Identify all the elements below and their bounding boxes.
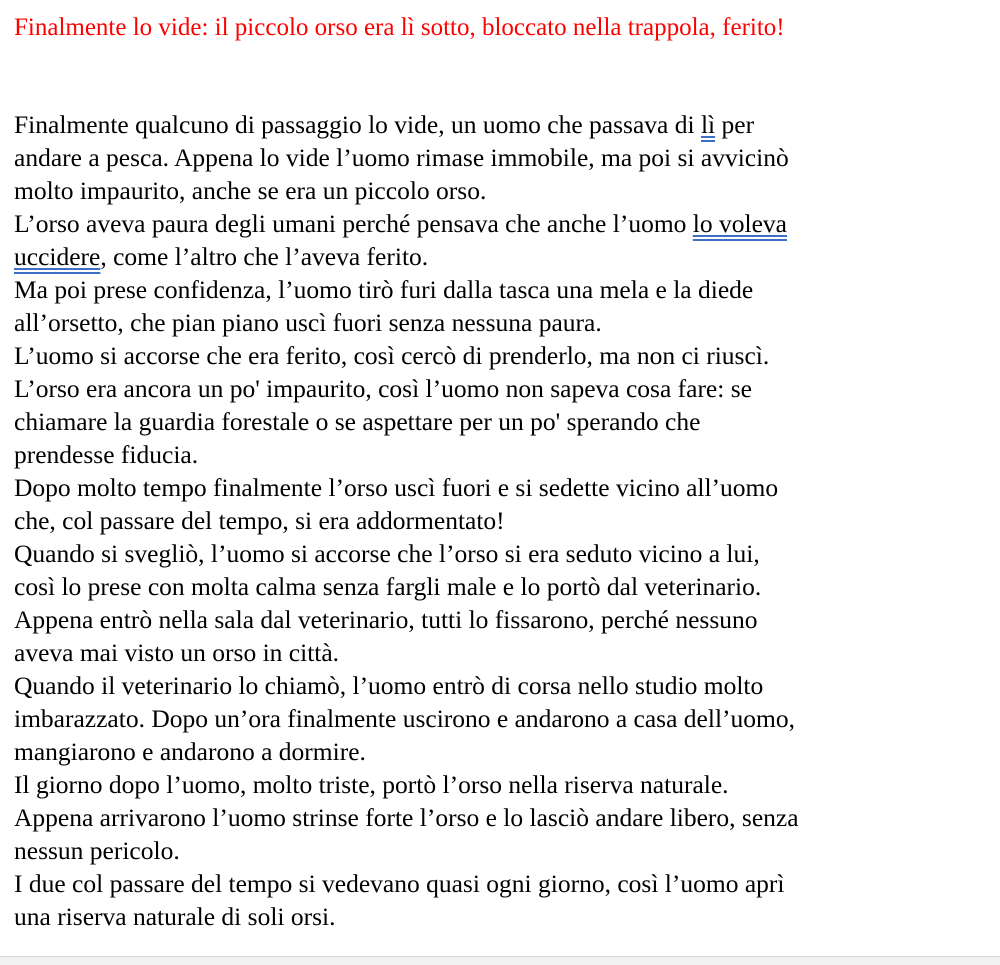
document-heading: Finalmente lo vide: il piccolo orso era lì sotto, bloccato nella trappola, ferito! — [14, 14, 785, 41]
text-line: così lo prese con molta calma senza fargli male e lo portò dal veterinario. — [14, 572, 762, 601]
text-line: L’orso era ancora un po' impaurito, così l’uomo non sapeva cosa fare: se — [14, 374, 752, 403]
text-line: chiamare la guardia forestale o se aspettare per un po' sperando che — [14, 407, 701, 436]
grammar-flag[interactable]: lo voleva — [692, 209, 787, 238]
text-line: imbarazzato. Dopo un’ora finalmente uscirono e andarono a casa dell’uomo, — [14, 704, 795, 733]
text-line: Quando il veterinario lo chiamò, l’uomo entrò di corsa nello studio molto — [14, 671, 764, 700]
text-line: che, col passare del tempo, si era addormentato! — [14, 506, 505, 535]
text-line: I due col passare del tempo si vedevano quasi ogni giorno, così l’uomo aprì — [14, 869, 785, 898]
text-line: prendesse fiducia. — [14, 440, 199, 469]
text-line: all’orsetto, che pian piano uscì fuori senza nessuna paura. — [14, 308, 602, 337]
text-line: L’orso aveva paura degli umani perché pensava che anche l’uomo lo voleva — [14, 209, 787, 238]
text-line: L’uomo si accorse che era ferito, così cercò di prenderlo, ma non ci riuscì. — [14, 341, 770, 370]
grammar-flag[interactable]: uccidere — [14, 242, 101, 271]
text-line: Appena entrò nella sala dal veterinario, tutti lo fissarono, perché nessuno — [14, 605, 758, 634]
text-line: aveva mai visto un orso in città. — [14, 638, 340, 667]
text-line: Finalmente qualcuno di passaggio lo vide, un uomo che passava di lì per — [14, 110, 755, 139]
text-line: molto impaurito, anche se era un piccolo orso. — [14, 176, 487, 205]
text-line: mangiarono e andarono a dormire. — [14, 737, 366, 766]
document-body — [14, 108, 1000, 933]
text-line: Ma poi prese confidenza, l’uomo tirò furi dalla tasca una mela e la diede — [14, 275, 754, 304]
grammar-flag[interactable]: lì — [700, 110, 716, 139]
text-line: Appena arrivarono l’uomo strinse forte l’orso e lo lasciò andare libero, senza — [14, 803, 799, 832]
text-line: Dopo molto tempo finalmente l’orso uscì fuori e si sedette vicino all’uomo — [14, 473, 779, 502]
text-line: andare a pesca. Appena lo vide l’uomo rimase immobile, ma poi si avvicinò — [14, 143, 789, 172]
text-line: Il giorno dopo l’uomo, molto triste, portò l’orso nella riserva naturale. — [14, 770, 729, 799]
text-line: Quando si svegliò, l’uomo si accorse che l’orso si era seduto vicino a lui, — [14, 539, 760, 568]
text-line: nessun pericolo. — [14, 836, 180, 865]
text-line: uccidere, come l’altro che l’aveva ferito. — [14, 242, 429, 271]
text-line: una riserva naturale di soli orsi. — [14, 902, 336, 931]
